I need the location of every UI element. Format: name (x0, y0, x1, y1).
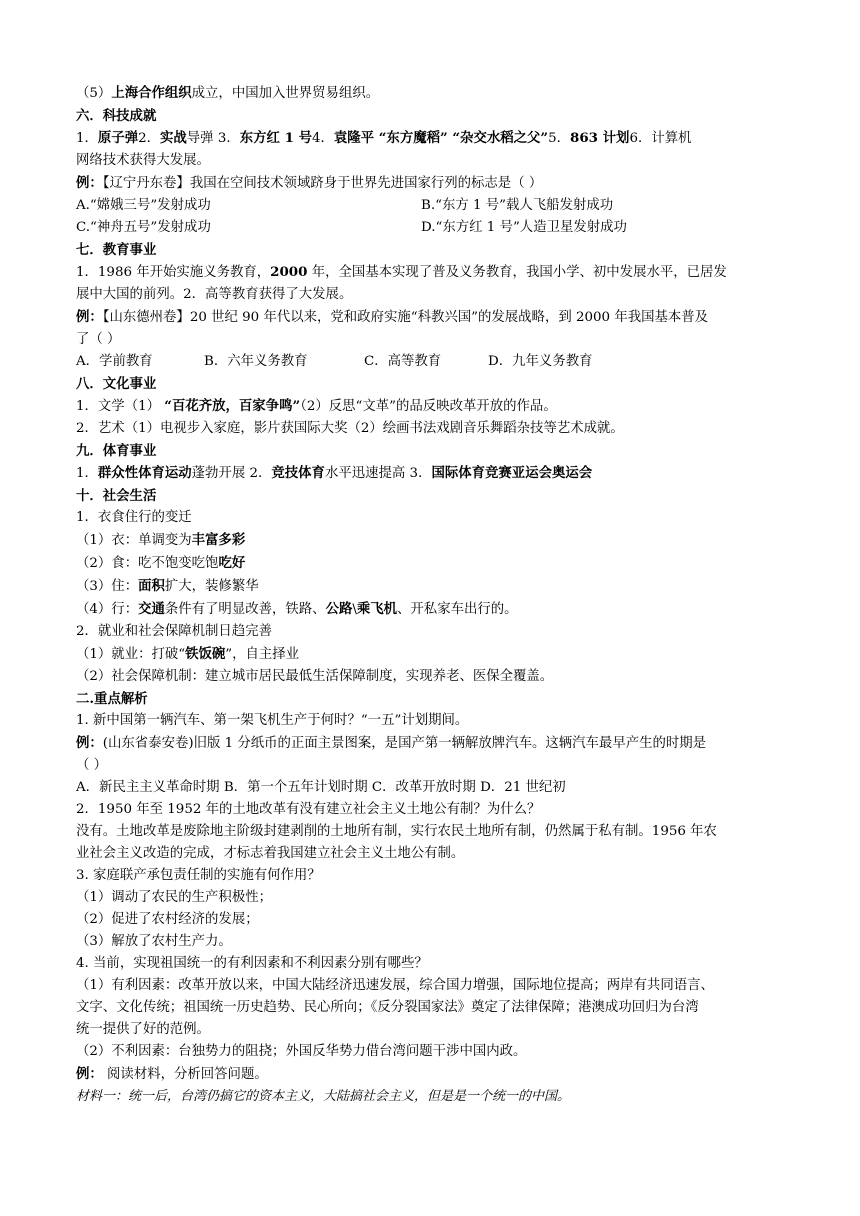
tech-achievements-line-cont: 网络技术获得大发展。 (76, 153, 210, 168)
social-line: （2）社会保障机制：建立城市居民最低生活保障制度，实现养老、医保全覆盖。 (76, 669, 554, 684)
section-heading-education: 七．教育事业 (76, 242, 157, 258)
option-d: D.“东方红 1 号”人造卫星发射成功 (421, 220, 627, 235)
material-one: 材料一：统一后，台湾仍搞它的资本主义，大陆搞社会主义，但是是一个统一的中国。 (76, 1089, 571, 1104)
option-a: A．学前教育 (76, 354, 153, 369)
culture-line: 1．文学（1） “百花齐放，百家争鸣”（2）反思“文革”的品反映改革开放的作品。 (76, 398, 557, 414)
analysis-line: （3）解放了农村生产力。 (76, 934, 232, 949)
culture-line-2: 2．艺术（1）电视步入家庭，影片获国际大奖（2）绘画书法戏剧音乐舞蹈杂技等艺术成就。 (76, 421, 624, 436)
analysis-line: 文字、文化传统；祖国统一历史趋势、民心所向；《反分裂国家法》奠定了法律保障；港澳成功回归为台湾 (76, 1000, 699, 1015)
option-c: C．高等教育 (364, 354, 442, 369)
tech-achievements-line: 1．原子弹2．实战导弹 3．东方红 1 号4．袁隆平 “东方魔稻” “杂交水稻之父”5．863 计划6．计算机 (76, 130, 692, 146)
social-line: （3）住：面积扩大，装修繁华 (76, 578, 259, 594)
section-heading-tech: 六．科技成就 (76, 108, 157, 124)
option-a: A.“嫦娥三号”发射成功 (76, 198, 211, 213)
option-b: B.“东方 1 号”载人飞船发射成功 (421, 198, 614, 213)
sports-line: 1．群众性体育运动蓬勃开展 2．竞技体育水平迅速提高 3．国际体育竞赛亚运会奥运会 (76, 465, 593, 481)
option-d: D．九年义务教育 (488, 354, 593, 369)
example-question-cont: 了（ ） (76, 332, 121, 347)
social-line: （1）衣：单调变为丰富多彩 (76, 532, 246, 548)
example-options (76, 195, 788, 217)
analysis-line: 业社会主义改造的完成，才标志着我国建立社会主义土地公有制。 (76, 846, 465, 861)
analysis-line: 统一提供了好的范例。 (76, 1022, 210, 1037)
social-line: 1．衣食住行的变迁 (76, 510, 192, 525)
section-heading-social-life: 十．社会生活 (76, 488, 157, 504)
analysis-line: 3. 家庭联产承包责任制的实施有何作用？ (76, 868, 321, 883)
analysis-line: （2）促进了农村经济的发展； (76, 912, 259, 927)
analysis-line: 没有。土地改革是废除地主阶级封建剥削的土地所有制，实行农民土地所有制，仍然属于私有制。1956 年农 (76, 824, 717, 839)
example-question: 例：(山东省泰安卷)旧版 1 分纸币的正面主景图案，是国产第一辆解放牌汽车。这辆汽车最早产生的时期是 (76, 735, 707, 751)
option-b: B．六年义务教育 (204, 354, 308, 369)
example-question-cont: （ ） (76, 758, 108, 773)
analysis-line: （2）不利因素：台独势力的阻挠；外国反华势力借台湾问题干涉中国内政。 (76, 1044, 527, 1059)
line-sco: （5）上海合作组织成立，中国加入世界贸易组织。 (76, 85, 380, 101)
example-options (76, 217, 788, 239)
section-heading-key-analysis: 二.重点解析 (76, 691, 148, 707)
analysis-line: （1）有利因素：改革开放以来，中国大陆经济迅速发展，综合国力增强，国际地位提高；两岸有共同语言、 (76, 978, 714, 993)
social-line: 2．就业和社会保障机制日趋完善 (76, 624, 272, 639)
example-question: 例：【山东德州卷】20 世纪 90 年代以来，党和政府实施“科教兴国”的发展战略，到 2000 年我国基本普及 (76, 309, 709, 325)
example-question: 例：【辽宁丹东卷】我国在空间技术领域跻身于世界先进国家行列的标志是（ ） (76, 175, 543, 191)
document-page (76, 82, 788, 1108)
analysis-line: 2．1950 年至 1952 年的土地改革有没有建立社会主义土地公有制？为什么？ (76, 802, 541, 817)
option-c: C.“神舟五号”发射成功 (76, 220, 211, 235)
analysis-line: 1. 新中国第一辆汽车、第一架飞机生产于何时？“一五”计划期间。 (76, 713, 469, 728)
social-line: （4）行：交通条件有了明显改善，铁路、公路\乘飞机、开私家车出行的。 (76, 601, 518, 617)
example-options: A．新民主主义革命时期 B．第一个五年计划时期 C．改革开放时期 D．21 世纪初 (76, 780, 566, 795)
section-heading-culture: 八．文化事业 (76, 376, 157, 392)
analysis-line: （1）调动了农民的生产积极性； (76, 890, 272, 905)
education-line-cont: 展中大国的前列。2．高等教育获得了大发展。 (76, 287, 353, 302)
section-heading-sports: 九．体育事业 (76, 443, 157, 459)
analysis-line: 4. 当前，实现祖国统一的有利因素和不利因素分别有哪些？ (76, 956, 428, 971)
example-options (76, 351, 788, 373)
social-line: （1）就业：打破“铁饭碗”，自主择业 (76, 646, 300, 662)
education-line: 1．1986 年开始实施义务教育，2000 年，全国基本实现了普及义务教育，我国小学、初中发展水平，已居发 (76, 264, 727, 280)
example-question: 例： 阅读材料，分析回答问题。 (76, 1066, 268, 1082)
social-line: （2）食：吃不饱变吃饱吃好 (76, 555, 246, 571)
